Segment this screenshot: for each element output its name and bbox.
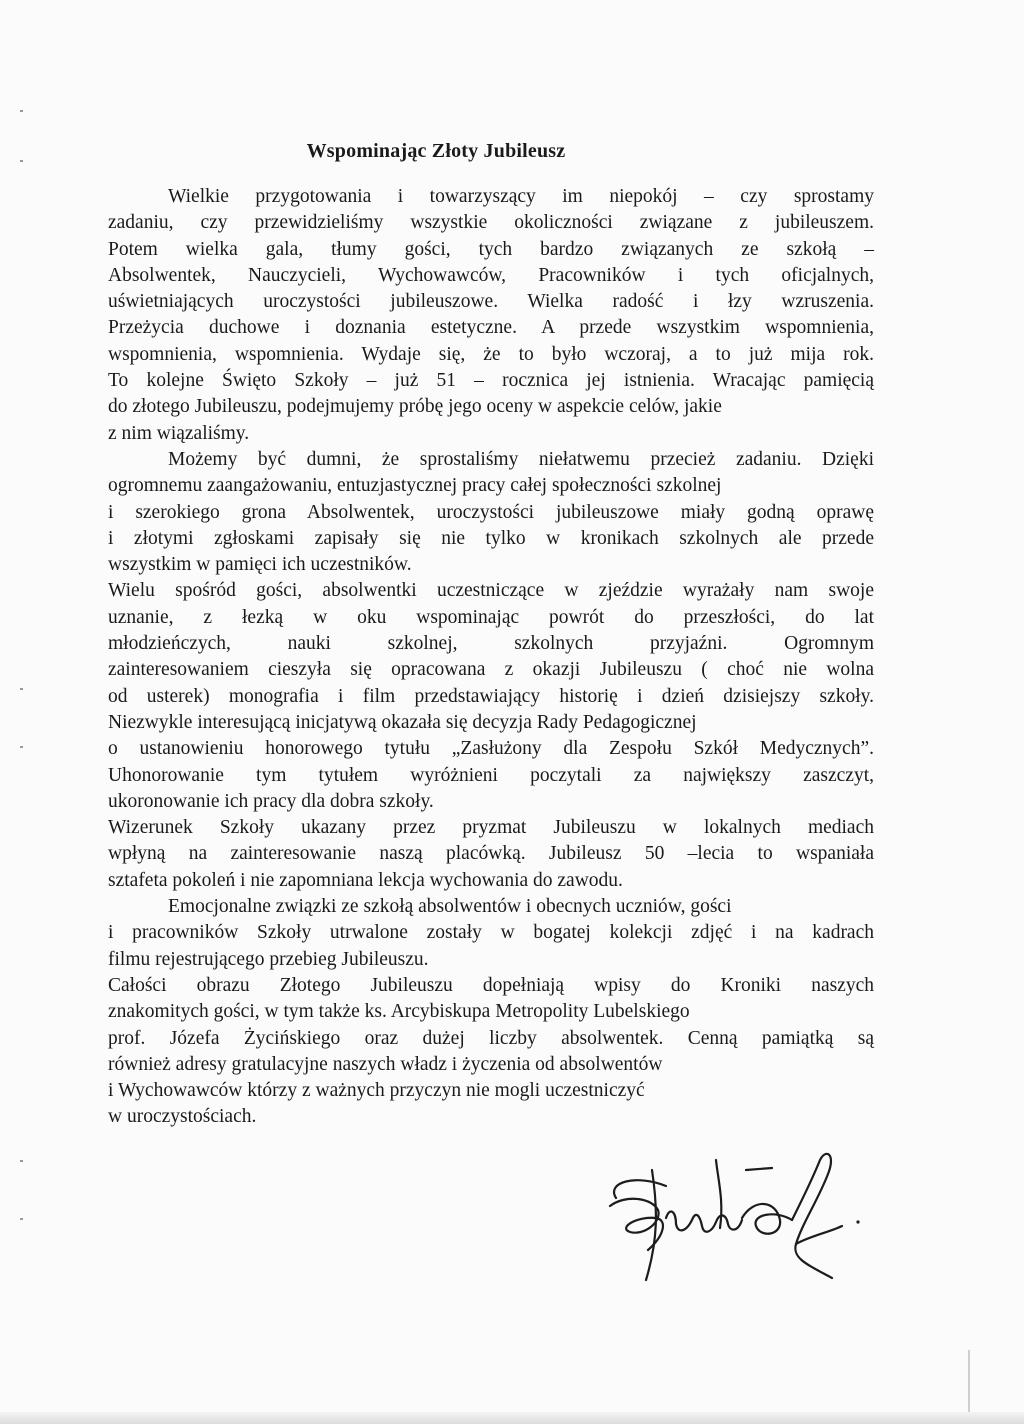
signature-stroke [792, 1154, 832, 1278]
text-line: sztafeta pokoleń i nie zapomniana lekcja wychowania do zawodu. [108, 869, 623, 891]
text-line: zainteresowaniem cieszyła się opracowana z okazji Jubileuszu ( choć nie wolna [108, 659, 874, 681]
text-line: o ustanowieniu honorowego tytułu „Zasłużony dla Zespołu Szkół Medycznych”. [108, 738, 874, 760]
text-line: od usterek) monografia i film przedstawiający historię i dzień dzisiejszy szkoły. [108, 685, 874, 707]
text-line: znakomitych gości, w tym także ks. Arcybiskupa Metropolity Lubelskiego [108, 1001, 690, 1023]
text-line: i złotymi zgłoskami zapisały się nie tylko w kronikach szkolnych ale przede [108, 527, 874, 549]
text-line: Potem wielka gala, tłumy gości, tych bardzo związanych ze szkołą – [108, 238, 874, 260]
text-line: i pracowników Szkoły utrwalone zostały w bogatej kolekcji zdjęć i na kadrach [108, 922, 874, 944]
text-line: Przeżycia duchowe i doznania estetyczne. A przede wszystkim wspomnienia, [108, 317, 874, 339]
signature-stroke [666, 1211, 742, 1231]
text-line: do złotego Jubileuszu, podejmujemy próbę jego oceny w aspekcie celów, jakie [108, 396, 722, 418]
text-line: wszystkim w pamięci ich uczestników. [108, 554, 412, 576]
margin-mark [20, 1218, 23, 1220]
document-title: Wspominając Złoty Jubileusz [306, 140, 566, 162]
scan-bottom-edge [0, 1412, 1024, 1424]
text-line: Wielkie przygotowania i towarzyszący im niepokój – czy sprostamy [168, 186, 874, 207]
margin-mark [20, 1160, 23, 1162]
text-line: Wielu spośród gości, absolwentki uczestniczące w zjeździe wyrażały nam swoje [108, 580, 874, 602]
paper-edge [968, 1350, 970, 1412]
letter-body [108, 184, 874, 1131]
text-line: Emocjonalne związki ze szkołą absolwentów i obecnych uczniów, gości [168, 896, 732, 918]
text-line: również adresy gratulacyjne naszych władz i życzenia od absolwentów [108, 1053, 663, 1075]
text-line: ukoronowanie ich pracy dla dobra szkoły. [108, 790, 434, 812]
margin-mark [20, 746, 23, 748]
text-line: w uroczystościach. [108, 1106, 257, 1128]
text-line: Wizerunek Szkoły ukazany przez pryzmat Jubileuszu w lokalnych mediach [108, 817, 874, 839]
signature-dot [856, 1220, 859, 1223]
text-line: To kolejne Święto Szkoły – już 51 – rocznica jej istnienia. Wracając pamięcią [108, 370, 874, 392]
text-line: i Wychowawców którzy z ważnych przyczyn nie mogli uczestniczyć [108, 1080, 645, 1102]
text-line: Niezwykle interesującą inicjatywą okazała się decyzja Rady Pedagogicznej [108, 711, 697, 733]
text-line: wspomnienia, wspomnienia. Wydaje się, że to było wczoraj, a to już mija rok. [108, 343, 874, 365]
text-line: zadaniu, czy przewidzieliśmy wszystkie okoliczności związane z jubileuszem. [108, 212, 874, 234]
text-line: Absolwentek, Nauczycieli, Wychowawców, Pracowników i tych oficjalnych, [108, 264, 874, 286]
text-line: i szerokiego grona Absolwentek, uroczystości jubileuszowe miały godną oprawę [108, 501, 874, 523]
text-line: z nim wiązaliśmy. [108, 422, 250, 444]
text-line: młodzieńczych, nauki szkolnej, szkolnych przyjaźni. Ogromnym [108, 633, 874, 655]
text-line: uznanie, z łezką w oku wspominając powrót do przeszłości, do lat [108, 606, 874, 628]
handwritten-signature [596, 1140, 886, 1290]
text-line: wpłyną na zainteresowanie naszą placówką. Jubileusz 50 –lecia to wspaniała [108, 843, 874, 865]
signature-stroke [746, 1168, 772, 1170]
signature-stroke [742, 1204, 792, 1234]
text-line: ogromnemu zaangażowaniu, entuzjastycznej pracy całej społeczności szkolnej [108, 475, 722, 497]
text-line: uświetniających uroczystości jubileuszowe. Wielka radość i łzy wzruszenia. [108, 291, 874, 313]
text-line: Całości obrazu Złotego Jubileuszu dopełniają wpisy do Kroniki naszych [108, 974, 874, 996]
margin-mark [20, 688, 23, 690]
text-line: prof. Józefa Życińskiego oraz dużej liczby absolwentek. Cenną pamiątką są [108, 1027, 874, 1049]
signature-stroke [614, 1180, 666, 1198]
text-line: filmu rejestrującego przebieg Jubileuszu. [108, 948, 429, 970]
text-line: Możemy być dumni, że sprostaliśmy niełatwemu przecież zadaniu. Dzięki [168, 448, 874, 470]
text-line: Uhonorowanie tym tytułem wyróżnieni poczytali za największy zaszczyt, [108, 764, 874, 786]
margin-mark [20, 110, 23, 112]
